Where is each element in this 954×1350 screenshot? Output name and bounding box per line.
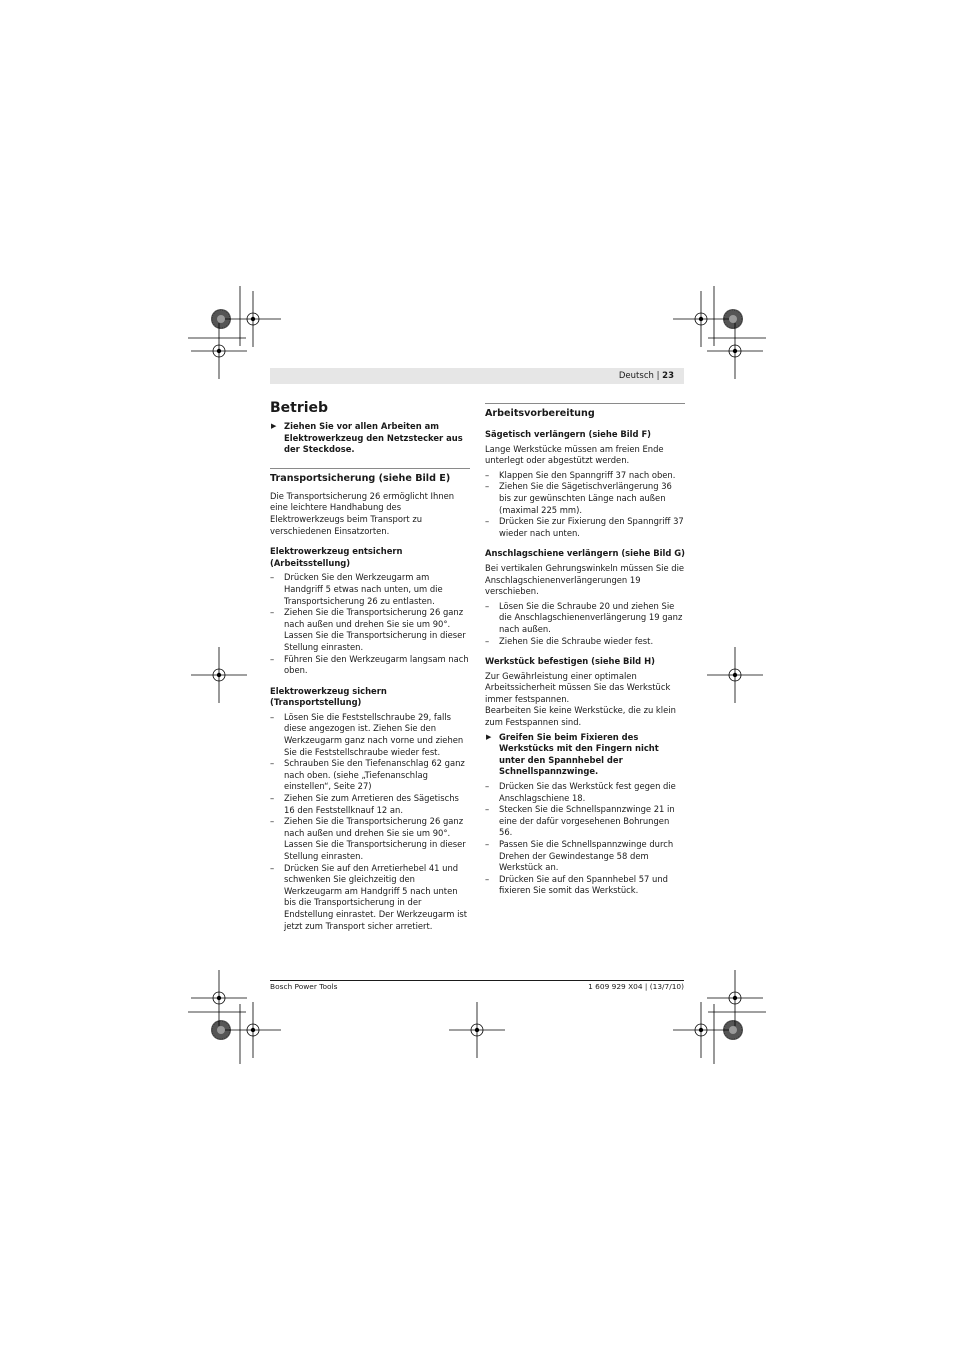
page-number: 23 xyxy=(662,371,674,381)
subheading-clamp-workpiece: Werkstück befestigen (siehe Bild H) xyxy=(485,656,655,667)
header-text xyxy=(619,369,674,383)
list-item: – Drücken Sie auf den Arretierhebel 41 und schwenken Sie gleichzeitig den Werkzeugarm am Handgriff 5 nach unten bis die Transportsicherung in der Endstellung einrastet. Der Werkzeugarm ist jetzt zum Transport sicher arretiert. xyxy=(270,862,468,931)
subheading-lock: Elektrowerkzeug sichern (Transportstellung) xyxy=(270,685,387,708)
subheading-unlock: Elektrowerkzeug entsichern (Arbeitsstellung) xyxy=(270,546,403,568)
list-item: – Klappen Sie den Spanngriff 37 nach oben. xyxy=(485,469,676,480)
list-item: – Ziehen Sie die Transportsicherung 26 ganz nach außen und drehen Sie sie um 90°. Lassen Sie die Transportsicherung in dieser Stellung einrasten. xyxy=(270,816,466,861)
warning-text: Greifen Sie beim Fixieren des Werkstücks mit den Fingern nicht unter den Spannhebel der Schnellspannzwinge. xyxy=(499,731,659,777)
warning-unplug xyxy=(270,421,470,456)
triangle-right-icon: ▶ xyxy=(486,732,492,741)
page-title: Betrieb xyxy=(270,400,329,416)
section-intro: Die Transportsicherung 26 ermöglicht Ihnen eine leichtere Handhabung des Elektrowerkzeugs beim Transport zu verschiedenen Einsatzorten. xyxy=(270,490,455,536)
footer-doc-number: 1 609 929 X04 | (13/7/10) xyxy=(588,982,684,991)
right-column xyxy=(485,403,685,897)
warning-fingers xyxy=(485,732,685,778)
section-heading-transport: Transportsicherung (siehe Bild E) xyxy=(270,468,470,485)
header-separator: | xyxy=(656,371,660,381)
list-item: – Führen Sie den Werkzeugarm langsam nach oben. xyxy=(270,653,469,676)
left-column xyxy=(270,399,470,932)
list-item: – Schrauben Sie den Tiefenanschlag 62 ganz nach oben. (siehe „Tiefenanschlag einstellen“, Seite 27) xyxy=(270,758,465,792)
list-item: – Drücken Sie auf den Spannhebel 57 und fixieren Sie somit das Werkstück. xyxy=(485,873,668,896)
footer-rule xyxy=(270,980,684,981)
subheading-extend-fence: Anschlagschiene verlängern (siehe Bild G) xyxy=(485,548,685,559)
paragraph: Bearbeiten Sie keine Werkstücke, die zu klein zum Festspannen sind. xyxy=(485,705,676,728)
list-item: – Drücken Sie zur Fixierung den Spanngriff 37 wieder nach unten. xyxy=(485,516,684,538)
list-item: – Ziehen Sie die Sägetischverlängerung 36 bis zur gewünschten Länge nach außen (maximal 225 mm). xyxy=(485,481,672,515)
list-item: – Drücken Sie den Werkzeugarm am Handgriff 5 etwas nach unten, um die Transportsicherung 26 zu entlasten. xyxy=(270,572,443,606)
paragraph: Zur Gewährleistung einer optimalen Arbeitssicherheit müssen Sie das Werkstück immer festspannen. xyxy=(485,670,671,704)
triangle-right-icon: ▶ xyxy=(271,422,277,430)
list-item: – Ziehen Sie die Transportsicherung 26 ganz nach außen und drehen Sie sie um 90°. Lassen Sie die Transportsicherung in dieser Stellung einrasten. xyxy=(270,607,466,652)
warning-text: Ziehen Sie vor allen Arbeiten am Elektrowerkzeug den Netzstecker aus der Steckdose. xyxy=(284,421,463,455)
paragraph: Lange Werkstücke müssen am freien Ende unterlegt oder abgestützt werden. xyxy=(485,443,664,466)
paragraph: Bei vertikalen Gehrungswinkeln müssen Sie die Anschlagschienenverlängerungen 19 verschieben. xyxy=(485,562,685,597)
list-item: – Ziehen Sie zum Arretieren des Sägetischs 16 den Feststellknauf 12 an. xyxy=(270,793,459,815)
page-header xyxy=(270,368,684,384)
list-item: – Lösen Sie die Schraube 20 und ziehen Sie die Anschlagschienenverlängerung 19 ganz nach außen. xyxy=(485,600,683,634)
footer-brand: Bosch Power Tools xyxy=(270,982,338,991)
section-heading-preparation: Arbeitsvorbereitung xyxy=(485,403,685,420)
list-item: – Ziehen Sie die Schraube wieder fest. xyxy=(485,635,654,646)
list-item: – Stecken Sie die Schnellspannzwinge 21 in eine der dafür vorgesehenen Bohrungen 56. xyxy=(485,804,675,838)
list-item: – Passen Sie die Schnellspannzwinge durch Drehen der Gewindestange 58 dem Werkstück an. xyxy=(485,839,674,873)
subheading-extend-table: Sägetisch verlängern (siehe Bild F) xyxy=(485,429,652,439)
list-item: – Lösen Sie die Feststellschraube 29, falls diese angezogen ist. Ziehen Sie den Werkzeugarm ganz nach vorne und ziehen Sie die Feststellschraube wieder fest. xyxy=(270,711,464,757)
list-item: – Drücken Sie das Werkstück fest gegen die Anschlagschiene 18. xyxy=(485,781,676,803)
header-language: Deutsch xyxy=(618,371,654,381)
